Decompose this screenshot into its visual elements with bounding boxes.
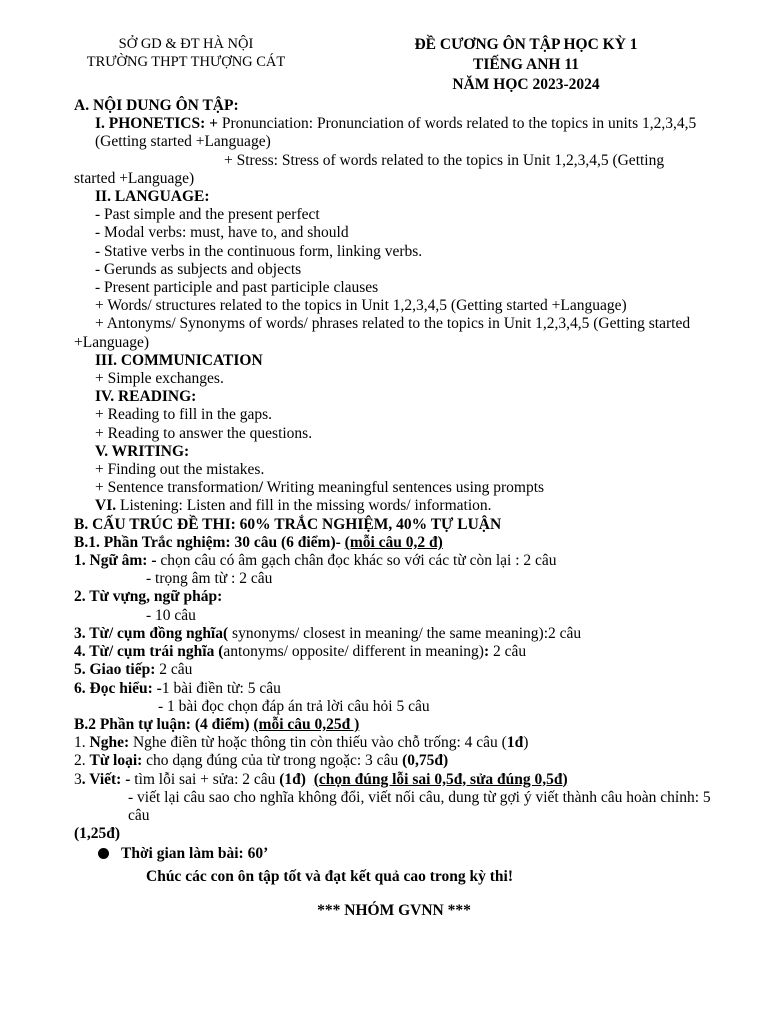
- school-year: NĂM HỌC 2023-2024: [452, 76, 600, 93]
- phonetics-text: Pronunciation: Pronunciation of words related to the topics in units 1,2,3,4,5 (Getting started +Language): [95, 115, 697, 151]
- writing-item: + Finding out the mistakes.: [95, 461, 265, 479]
- language-antonyms-item: + Antonyms/ Synonyms of words/ phrases related to the topics in Unit 1,2,3,4,5 (Getting started +Language): [74, 315, 691, 351]
- essay-item-label: Từ loại:: [89, 752, 143, 770]
- exam-item-2-sub: - 10 câu: [146, 606, 196, 624]
- school-header: [60, 35, 312, 71]
- exam-item-label: 1. Ngữ âm: -: [74, 552, 157, 570]
- bullet-icon: [98, 848, 109, 859]
- document-body: [74, 97, 714, 920]
- essay-item-number: 2.: [74, 752, 90, 770]
- essay-item-points: (0,75đ): [402, 752, 449, 770]
- essay-item-text: tìm lỗi sai + sửa: 2 câu: [130, 770, 280, 788]
- essay-item-3-sub: [74, 789, 714, 825]
- essay-item-label: . Viết: -: [81, 770, 131, 788]
- language-item: - Present participle and past participle clauses: [95, 279, 379, 297]
- essay-item-3: [74, 771, 714, 789]
- exam-item-colon: :: [483, 643, 490, 661]
- subject-title: TIẾNG ANH 11: [473, 56, 579, 73]
- exam-item-label: 6. Đọc hiểu: -: [74, 679, 162, 697]
- essay-item-3-points: (1,25đ): [74, 825, 121, 843]
- document-title: ĐỀ CƯƠNG ÔN TẬP HỌC KỲ 1: [414, 36, 638, 53]
- exam-item-label: 5. Giao tiếp:: [74, 661, 156, 679]
- essay-item-text: cho dạng đúng của từ trong ngoặc: 3 câu: [142, 752, 403, 770]
- b1-note: (mỗi câu 0,2 đ): [344, 533, 443, 551]
- phonetics-item: [74, 115, 714, 151]
- stress-item: + Stress: Stress of words related to the topics in Unit 1,2,3,4,5 (Getting: [224, 151, 665, 169]
- b2-note: (mỗi câu 0,25đ ): [253, 715, 360, 733]
- essay-item-sub-text: - viết lại câu sao cho nghĩa không đổi, viết nối câu, dung từ gợi ý viết thành câu hoàn chỉnh: 5 câu: [128, 788, 711, 824]
- department-name: SỞ GD & ĐT HÀ NỘI: [118, 36, 254, 52]
- exam-item-1: [74, 552, 714, 570]
- exam-item-text: 2 câu: [155, 661, 193, 679]
- b2-title-text: B.2 Phần tự luận: (4 điểm): [74, 715, 254, 733]
- exam-item-text: chọn câu có âm gạch chân đọc khác so với các từ còn lại : 2 câu: [156, 552, 557, 570]
- essay-item-number: 1.: [74, 734, 90, 752]
- exam-item-text: synonyms/ closest in meaning/ the same meaning):2 câu: [228, 624, 582, 642]
- language-item: - Stative verbs in the continuous form, linking verbs.: [95, 242, 423, 260]
- language-label: II. LANGUAGE:: [95, 188, 210, 206]
- exam-item-5: [74, 661, 714, 679]
- language-item: - Gerunds as subjects and objects: [95, 260, 302, 278]
- essay-item-2: [74, 752, 714, 770]
- writing-label: V. WRITING:: [95, 442, 190, 460]
- section-a-title: A. NỘI DUNG ÔN TẬP:: [74, 97, 239, 114]
- exam-item-4: [74, 643, 714, 661]
- b2-title: [74, 716, 714, 734]
- essay-item-points: (1đ): [279, 770, 306, 788]
- section-b-title: B. CẤU TRÚC ĐỀ THI: 60% TRẮC NGHIỆM, 40% TỰ LUẬN: [74, 515, 502, 533]
- language-item: - Modal verbs: must, have to, and should: [95, 224, 349, 242]
- reading-label: IV. READING:: [95, 388, 197, 406]
- stress-item-continued: started +Language): [74, 169, 195, 187]
- listening-label: VI.: [95, 497, 117, 515]
- exam-item-6-sub: - 1 bài đọc chọn đáp án trả lời câu hỏi 5 câu: [158, 697, 430, 715]
- exam-item-label: 3. Từ/ cụm đồng nghĩa(: [74, 624, 229, 642]
- exam-item-label: 4. Từ/ cụm trái nghĩa (: [74, 643, 224, 661]
- exam-item-text: antonyms/ opposite/ different in meaning): [223, 643, 484, 661]
- essay-item-points: 1đ: [506, 734, 524, 752]
- communication-label: III. COMMUNICATION: [95, 351, 263, 369]
- essay-item-1: [74, 734, 714, 752]
- b1-title: [74, 534, 714, 552]
- essay-item-text: Nghe điền từ hoặc thông tin còn thiếu vào chỗ trống: 4 câu (: [129, 734, 507, 752]
- writing-item: [74, 479, 714, 497]
- wish-message: Chúc các con ôn tập tốt và đạt kết quả cao trong kỳ thi!: [146, 867, 513, 885]
- b1-title-text: B.1. Phần Trắc nghiệm: 30 câu (6 điểm)-: [74, 533, 345, 551]
- exam-item-text: 1 bài điền từ: 5 câu: [161, 679, 281, 697]
- essay-item-label: Nghe:: [89, 734, 130, 752]
- exam-item-3: [74, 625, 714, 643]
- school-name: TRƯỜNG THPT THƯỢNG CÁT: [86, 54, 286, 70]
- exam-item-2: 2. Từ vựng, ngữ pháp:: [74, 588, 223, 606]
- essay-item-note: (chọn đúng lỗi sai 0,5đ, sửa đúng 0,5đ): [313, 770, 568, 788]
- language-item: - Past simple and the present perfect: [95, 206, 320, 224]
- exam-item-1-sub: - trọng âm từ : 2 câu: [146, 570, 273, 588]
- reading-item: + Reading to answer the questions.: [95, 424, 313, 442]
- essay-item-spacer: [306, 771, 314, 788]
- writing-item-text: + Sentence transformation: [95, 479, 259, 497]
- essay-item-number: 3: [74, 770, 82, 788]
- exam-time: [74, 845, 714, 863]
- footer-signature: *** NHÓM GVNN ***: [317, 901, 471, 919]
- listening-item: [74, 497, 714, 515]
- exam-item-6: [74, 680, 714, 698]
- document-title-block: [376, 35, 676, 95]
- communication-item: + Simple exchanges.: [95, 370, 224, 388]
- writing-item-text: Writing meaningful sentences using prompts: [263, 479, 545, 497]
- language-item: + Words/ structures related to the topics in Unit 1,2,3,4,5 (Getting started +Language): [95, 297, 627, 315]
- reading-item: + Reading to fill in the gaps.: [95, 406, 273, 424]
- phonetics-label: I. PHONETICS: +: [95, 115, 218, 133]
- listening-text: Listening: Listen and fill in the missing words/ information.: [116, 497, 492, 515]
- exam-item-text: 2 câu: [489, 643, 527, 661]
- writing-item-slash: /: [258, 479, 264, 497]
- exam-time-text: Thời gian làm bài: 60’: [121, 845, 269, 863]
- essay-item-close: ): [523, 734, 529, 752]
